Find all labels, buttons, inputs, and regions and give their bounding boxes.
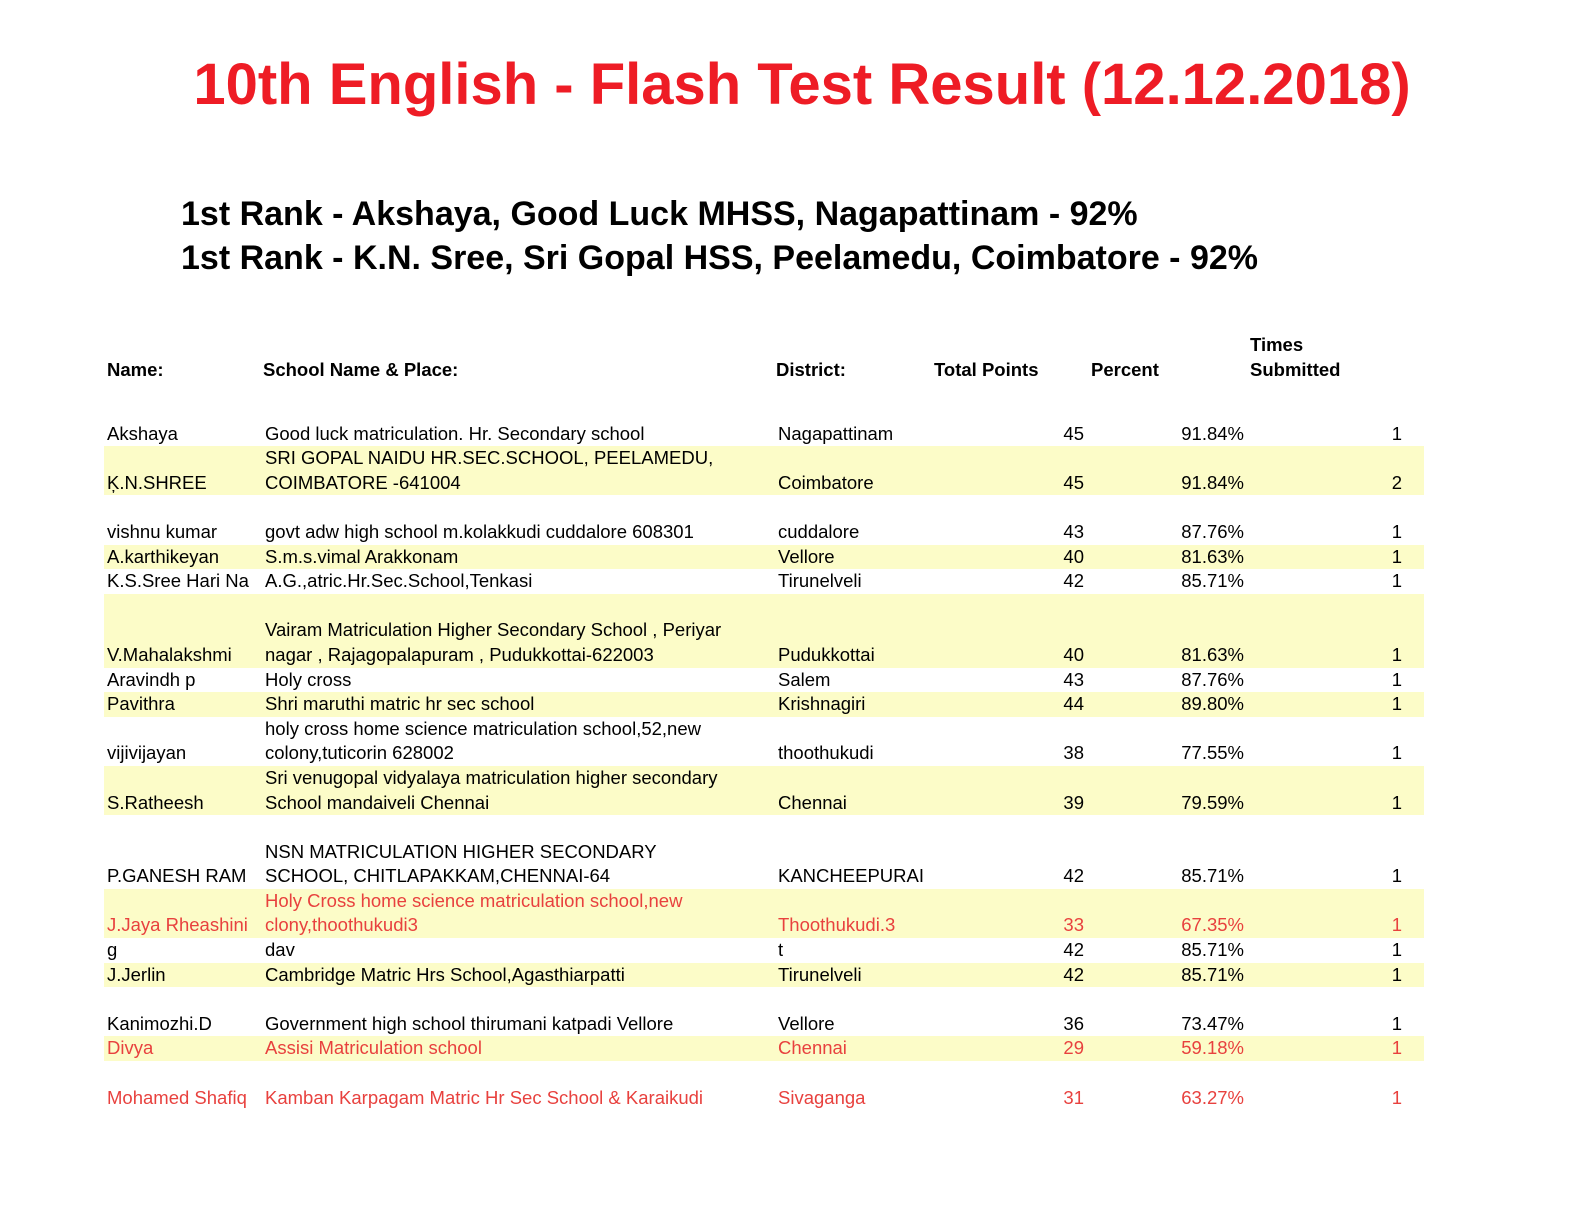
column-header-times: Times xyxy=(1250,334,1304,355)
table-row xyxy=(104,1012,1424,1037)
table-row xyxy=(104,717,1424,766)
total-points: 40 xyxy=(1063,545,1084,567)
student-name: J.Jaya Rheashini xyxy=(107,914,248,936)
student-name: Pavithra xyxy=(107,693,175,715)
table-row xyxy=(104,963,1424,988)
student-name: Aravindh p xyxy=(107,668,196,690)
total-points: 33 xyxy=(1063,914,1084,936)
percent: 89.80% xyxy=(1181,693,1244,715)
results-table xyxy=(104,397,1424,1110)
spacer-row xyxy=(104,987,1424,1012)
district: Tirunelveli xyxy=(778,570,862,592)
school-line: COIMBATORE -641004 xyxy=(265,471,461,493)
table-row xyxy=(104,1086,1424,1111)
school-line: Shri maruthi matric hr sec school xyxy=(265,693,535,715)
times-submitted: 1 xyxy=(1391,742,1402,764)
school-name xyxy=(265,520,770,545)
school-line: nagar , Rajagopalapuram , Pudukkottai-622003 xyxy=(265,643,654,665)
times-submitted: 1 xyxy=(1391,939,1402,961)
percent: 67.35% xyxy=(1181,914,1244,936)
percent: 59.18% xyxy=(1181,1037,1244,1059)
times-submitted: 1 xyxy=(1391,422,1402,444)
district: Thoothukudi.3 xyxy=(778,914,896,936)
percent: 85.71% xyxy=(1181,939,1244,961)
column-header-district: District: xyxy=(776,359,846,380)
school-line: SCHOOL, CHITLAPAKKAM,CHENNAI-64 xyxy=(265,865,611,887)
school-line: S.m.s.vimal Arakkonam xyxy=(265,545,459,567)
times-submitted: 1 xyxy=(1391,693,1402,715)
district: Vellore xyxy=(778,1012,835,1034)
times-submitted: 2 xyxy=(1391,471,1402,493)
school-name xyxy=(265,422,770,447)
total-points: 45 xyxy=(1063,422,1084,444)
district: Salem xyxy=(778,668,831,690)
district: Vellore xyxy=(778,545,835,567)
page-title: 10th English - Flash Test Result (12.12.2018) xyxy=(193,52,1411,117)
school-line: Kamban Karpagam Matric Hr Sec School & Karaikudi xyxy=(265,1086,704,1108)
student-name: Akshaya xyxy=(107,422,178,444)
school-name xyxy=(265,446,770,495)
student-name: Ķ.N.SHREE xyxy=(107,471,207,493)
total-points: 44 xyxy=(1063,693,1084,715)
school-line: clony,thoothukudi3 xyxy=(265,914,418,936)
school-name xyxy=(265,545,770,570)
district: Tirunelveli xyxy=(778,963,862,985)
percent: 81.63% xyxy=(1181,643,1244,665)
table-row xyxy=(104,692,1424,717)
rank-announcements xyxy=(181,192,1258,280)
school-line: School mandaiveli Chennai xyxy=(265,791,490,813)
student-name: S.Ratheesh xyxy=(107,791,204,813)
percent: 85.71% xyxy=(1181,570,1244,592)
student-name: g xyxy=(107,939,118,961)
district: thoothukudi xyxy=(778,742,874,764)
school-name xyxy=(265,766,770,815)
times-submitted: 1 xyxy=(1391,791,1402,813)
school-name xyxy=(265,569,770,594)
column-header-points: Total Points xyxy=(934,359,1039,380)
school-line: holy cross home science matriculation school,52,new xyxy=(265,717,701,739)
school-name xyxy=(265,717,770,766)
percent: 77.55% xyxy=(1181,742,1244,764)
school-line: colony,tuticorin 628002 xyxy=(265,742,454,764)
times-submitted: 1 xyxy=(1391,865,1402,887)
table-row xyxy=(104,618,1424,667)
student-name: vishnu kumar xyxy=(107,520,218,542)
school-line: NSN MATRICULATION HIGHER SECONDARY xyxy=(265,840,657,862)
times-submitted: 1 xyxy=(1391,914,1402,936)
total-points: 42 xyxy=(1063,570,1084,592)
school-line: Holy cross xyxy=(265,668,352,690)
school-line: dav xyxy=(265,939,295,961)
spacer-row xyxy=(104,594,1424,619)
student-name: Divya xyxy=(107,1037,154,1059)
percent: 63.27% xyxy=(1181,1086,1244,1108)
table-row xyxy=(104,1036,1424,1061)
total-points: 43 xyxy=(1063,520,1084,542)
times-submitted: 1 xyxy=(1391,1086,1402,1108)
school-name xyxy=(265,1012,770,1037)
percent: 81.63% xyxy=(1181,545,1244,567)
school-line: Assisi Matriculation school xyxy=(265,1037,482,1059)
times-submitted: 1 xyxy=(1391,668,1402,690)
spacer-row xyxy=(104,397,1424,422)
school-name xyxy=(265,1086,770,1111)
total-points: 36 xyxy=(1063,1012,1084,1034)
percent: 73.47% xyxy=(1181,1012,1244,1034)
total-points: 42 xyxy=(1063,963,1084,985)
percent: 79.59% xyxy=(1181,791,1244,813)
table-row xyxy=(104,668,1424,693)
total-points: 45 xyxy=(1063,471,1084,493)
student-name: A.karthikeyan xyxy=(107,545,220,567)
district: Sivaganga xyxy=(778,1086,866,1108)
percent: 87.76% xyxy=(1181,520,1244,542)
times-submitted: 1 xyxy=(1391,570,1402,592)
spacer-row xyxy=(104,815,1424,840)
table-row xyxy=(104,520,1424,545)
total-points: 38 xyxy=(1063,742,1084,764)
student-name: V.Mahalakshmi xyxy=(107,643,232,665)
rank-line: 1st Rank - K.N. Sree, Sri Gopal HSS, Peelamedu, Coimbatore - 92% xyxy=(181,239,1258,277)
district: Chennai xyxy=(778,1037,847,1059)
spacer-row xyxy=(104,495,1424,520)
table-row xyxy=(104,938,1424,963)
rank-line: 1st Rank - Akshaya, Good Luck MHSS, Nagapattinam - 92% xyxy=(181,195,1138,233)
school-name xyxy=(265,1036,770,1061)
student-name: P.GANESH RAM xyxy=(107,865,247,887)
school-line: Holy Cross home science matriculation school,new xyxy=(265,889,683,911)
table-row xyxy=(104,446,1424,495)
times-submitted: 1 xyxy=(1391,1012,1402,1034)
spacer-row xyxy=(104,1061,1424,1086)
percent: 87.76% xyxy=(1181,668,1244,690)
times-submitted: 1 xyxy=(1391,520,1402,542)
total-points: 40 xyxy=(1063,643,1084,665)
school-line: Good luck matriculation. Hr. Secondary school xyxy=(265,422,645,444)
percent: 85.71% xyxy=(1181,865,1244,887)
school-name xyxy=(265,840,770,889)
table-header xyxy=(107,330,1427,382)
total-points: 42 xyxy=(1063,865,1084,887)
table-row xyxy=(104,545,1424,570)
total-points: 31 xyxy=(1063,1086,1084,1108)
percent: 91.84% xyxy=(1181,422,1244,444)
district: Coimbatore xyxy=(778,471,874,493)
table-row xyxy=(104,840,1424,889)
district: Krishnagiri xyxy=(778,693,866,715)
school-line: SRI GOPAL NAIDU HR.SEC.SCHOOL, PEELAMEDU, xyxy=(265,447,714,469)
column-header-name: Name: xyxy=(107,359,164,380)
table-row xyxy=(104,569,1424,594)
total-points: 42 xyxy=(1063,939,1084,961)
table-row xyxy=(104,766,1424,815)
student-name: J.Jerlin xyxy=(107,963,166,985)
district: Pudukkottai xyxy=(778,643,875,665)
column-header-submitted: Submitted xyxy=(1250,359,1341,380)
district: KANCHEEPURAI xyxy=(778,865,924,887)
school-name xyxy=(265,692,770,717)
column-header-percent: Percent xyxy=(1091,359,1159,380)
school-line: Government high school thirumani katpadi Vellore xyxy=(265,1012,674,1034)
school-name xyxy=(265,618,770,667)
student-name: Mohamed Shafiq xyxy=(107,1086,247,1108)
student-name: K.S.Sree Hari Na xyxy=(107,570,249,592)
times-submitted: 1 xyxy=(1391,963,1402,985)
table-row xyxy=(104,889,1424,938)
district: cuddalore xyxy=(778,520,860,542)
school-line: Vairam Matriculation Higher Secondary School , Periyar xyxy=(265,619,722,641)
school-line: Cambridge Matric Hrs School,Agasthiarpatti xyxy=(265,963,625,985)
school-line: Sri venugopal vidyalaya matriculation higher secondary xyxy=(265,766,718,788)
times-submitted: 1 xyxy=(1391,545,1402,567)
school-name xyxy=(265,889,770,938)
student-name: vijivijayan xyxy=(107,742,187,764)
column-header-school: School Name & Place: xyxy=(263,359,459,380)
school-name xyxy=(265,963,770,988)
total-points: 29 xyxy=(1063,1037,1084,1059)
school-name xyxy=(265,668,770,693)
district: Nagapattinam xyxy=(778,422,894,444)
district: Chennai xyxy=(778,791,847,813)
total-points: 39 xyxy=(1063,791,1084,813)
times-submitted: 1 xyxy=(1391,643,1402,665)
times-submitted: 1 xyxy=(1391,1037,1402,1059)
total-points: 43 xyxy=(1063,668,1084,690)
district: t xyxy=(778,939,784,961)
school-line: govt adw high school m.kolakkudi cuddalore 608301 xyxy=(265,520,694,542)
percent: 91.84% xyxy=(1181,471,1244,493)
school-name xyxy=(265,938,770,963)
percent: 85.71% xyxy=(1181,963,1244,985)
student-name: Kanimozhi.D xyxy=(107,1012,212,1034)
table-row xyxy=(104,422,1424,447)
school-line: A.G.,atric.Hr.Sec.School,Tenkasi xyxy=(265,570,533,592)
